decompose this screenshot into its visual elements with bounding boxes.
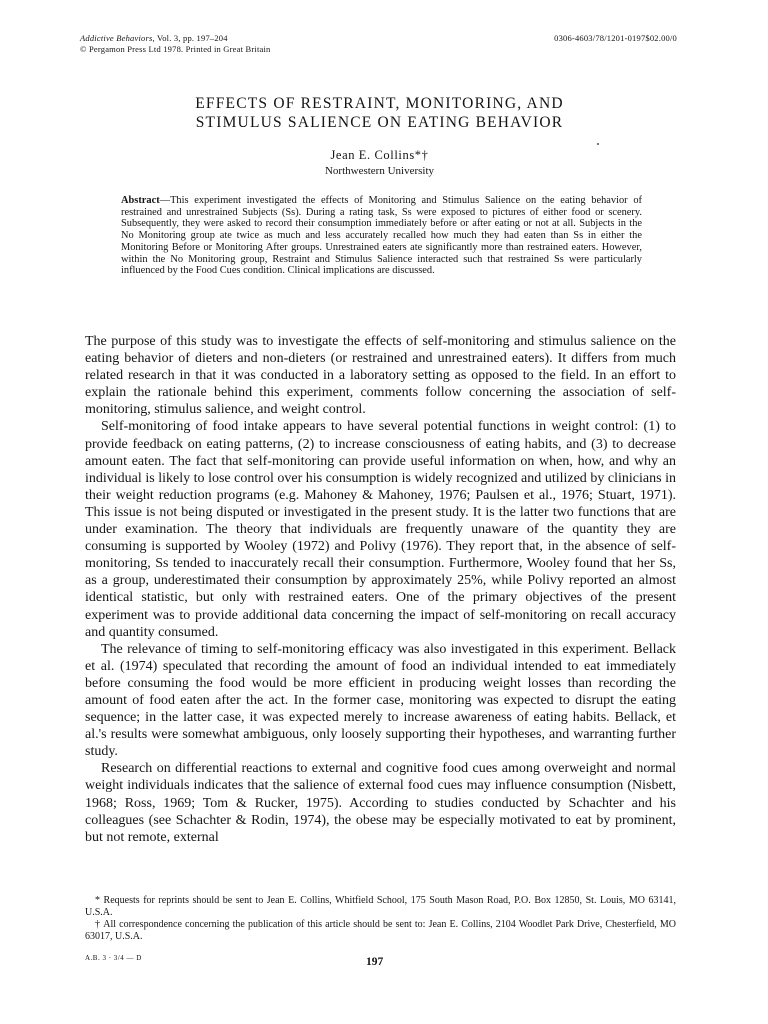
body-paragraph-2: Self-monitoring of food intake appears to have several potential functions in weight control: (1) to provide feedback on eating patterns, (2) to increase consciousness of eating habits, and (3) to decrease amount eaten. The fact that self-monitoring can provide useful information on when, how, and why an individual is likely to lose control over his consumption is widely recognized and utilized by clinicians in their weight reduction programs (e.g. Mahoney & Mahoney, 1976; Paulsen et al., 1976; Stuart, 1971). This issue is not being disputed or investigated in the present study. It is the latter two functions that are under examination. The theory that individuals are frequently unaware of the quantity they are consuming is supported by Wooley (1972) and Polivy (1976). They report that, in the absence of self-monitoring, Ss tended to inaccurately recall their consumption. Furthermore, Wooley found that her Ss, as a group, underestimated their consumption by approximately 25%, while Polivy reported an almost identical statistic, but only with restrained eaters. One of the primary objectives of the present experiment was to provide additional data concerning the impact of self-monitoring on recall accuracy and quantity consumed. bbox=[85, 419, 676, 640]
abstract-label: Abstract bbox=[121, 195, 160, 206]
journal-citation bbox=[80, 33, 271, 44]
body-paragraph-1: The purpose of this study was to investigate the effects of self-monitoring and stimulus salience on the eating behavior of dieters and non-dieters (or restrained and unrestrained eaters). It differs from much related research in that it was conducted in a laboratory setting as opposed to the field. In an effort to explain the rationale behind this experiment, comments follow concerning the association of self-monitoring, stimulus salience, and weight control. bbox=[85, 334, 676, 418]
page-number: 197 bbox=[366, 956, 384, 968]
copyright-notice: © Pergamon Press Ltd 1978. Printed in Great Britain bbox=[80, 44, 271, 54]
journal-reference bbox=[80, 33, 271, 55]
body-paragraph-4: Research on differential reactions to external and cognitive food cues among overweight and normal weight individuals indicates that the salience of external food cues may influence consumption (Nisbett, 1968; Ross, 1969; Tom & Rucker, 1975). According to studies conducted by Schachter and his colleagues (see Schachter & Rodin, 1974), the obese may be especially motivated to eat by prominent, but not remote, external bbox=[85, 761, 676, 845]
journal-name: Addictive Behaviors, bbox=[80, 33, 155, 43]
footnote-reprints: * Requests for reprints should be sent to Jean E. Collins, Whitfield School, 175 South Mason Road, P.O. Box 12850, St. Louis, MO 63141, U.S.A. bbox=[85, 895, 676, 918]
body-text bbox=[85, 333, 676, 846]
issue-code: A.B. 3 · 3/4 — D bbox=[85, 954, 142, 962]
author-name: Jean E. Collins*† bbox=[330, 148, 429, 162]
issn-code: 0306-4603/78/1201-0197$02.00/0 bbox=[554, 33, 677, 43]
journal-volume: Vol. 3, pp. 197–204 bbox=[154, 33, 228, 43]
paper-title bbox=[80, 94, 679, 132]
footnote-correspondence: † All correspondence concerning the publication of this article should be sent to: Jean E. Collins, 2104 Woodlet Park Drive, Chesterfield, MO 63017, U.S.A. bbox=[85, 919, 676, 942]
abstract-text: —This experiment investigated the effects of Monitoring and Stimulus Salience on the eating behavior of restrained and unrestrained Subjects (Ss). During a rating task, Ss were exposed to pictures of either food or scenery. Subsequently, they were asked to record their consumption immediately before or after eating or not at all. Subjects in the No Monitoring group ate twice as much and less accurately recalled how much they had eaten than Ss in either the Monitoring Before or Monitoring After groups. Unrestrained eaters ate significantly more than restrained eaters. However, within the No Monitoring group, Restraint and Stimulus Salience interacted such that restrained Ss were particularly influenced by the Food Cues condition. Clinical implications are discussed. bbox=[121, 195, 642, 277]
title-line-1: EFFECTS OF RESTRAINT, MONITORING, AND bbox=[195, 95, 564, 112]
abstract bbox=[121, 195, 642, 277]
footnotes bbox=[85, 895, 676, 943]
print-speck bbox=[597, 143, 599, 145]
author-affiliation: Northwestern University bbox=[324, 165, 435, 177]
body-paragraph-3: The relevance of timing to self-monitoring efficacy was also investigated in this experiment. Bellack et al. (1974) speculated that recording the amount of food an individual intended to eat immediately before consuming the food would be more efficient in producing weight losses than recording the amount of food eaten after the act. In the former case, monitoring was expected to disrupt the eating sequence; in the latter case, it was expected merely to increase awareness of eating habits. Bellack, et al.'s results were somewhat ambiguous, only loosely supporting their hypotheses, and warranting further study. bbox=[85, 641, 676, 760]
title-line-2: STIMULUS SALIENCE ON EATING BEHAVIOR bbox=[195, 114, 564, 131]
